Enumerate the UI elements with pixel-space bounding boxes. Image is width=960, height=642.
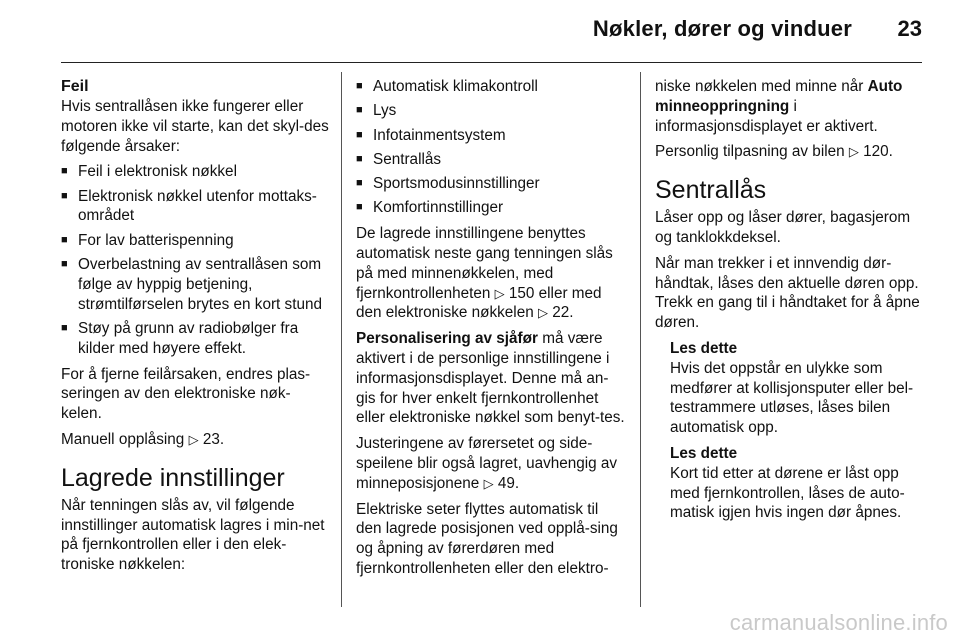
list-item: ■ Komfortinnstillinger bbox=[356, 199, 504, 217]
list-item: ■ Støy på grunn av radiobølger fra kilder med høyere effekt. bbox=[61, 319, 299, 357]
list-item: ■ Feil i elektronisk nøkkel bbox=[61, 163, 237, 181]
manual-unlock-ref: Manuell opplåsing ▷ 23. bbox=[61, 430, 225, 448]
list-item: ■ Overbelastning av sentrallåsen som følge av hyppig betjening, strømtilførselen brytes en kort stund bbox=[61, 256, 322, 313]
list-item: ■ Automatisk klimakontroll bbox=[356, 78, 538, 95]
page-link[interactable]: 49. bbox=[497, 474, 520, 492]
square-bullet-icon: ■ bbox=[61, 233, 68, 246]
list-item: ■ Lys bbox=[356, 102, 397, 120]
stored-paragraph: De lagrede innstillingene benyttes automatisk neste gang tenningen slås på med minnenøkkelen, med fjernkontrollenheten ▷ 150 eller med den elektroniske nøkkelen ▷ 22. bbox=[356, 225, 613, 322]
header-divider bbox=[61, 62, 922, 63]
feil-heading: Feil bbox=[61, 78, 89, 95]
column-3 bbox=[655, 77, 921, 529]
column-divider-right bbox=[640, 72, 641, 607]
page-link[interactable]: 120. bbox=[863, 143, 893, 161]
page-reference-arrow-icon: ▷ bbox=[188, 431, 199, 447]
lagrede-intro: Når tenningen slås av, vil følgende innstillinger automatisk lagres i min-net på fjernkontrollen eller i den elek-troniske nøkkelen: bbox=[61, 496, 325, 574]
lagrede-heading: Lagrede innstillinger bbox=[61, 463, 285, 492]
square-bullet-icon: ■ bbox=[61, 165, 68, 178]
seats-paragraph: Elektriske seter flyttes automatisk til den lagrede posisjonen ved opplå-sing og åpning av førerdøren med fjernkontrollenheten eller den elektro- bbox=[356, 500, 618, 578]
settings-list bbox=[356, 77, 628, 218]
note-text: Kort tid etter at dørene er låst opp med fjernkontrollen, låses de auto-matisk igjen hvis ingen dør åpnes. bbox=[670, 464, 905, 522]
section-title: Nøkler, dører og vinduer bbox=[592, 16, 852, 41]
feil-intro: Hvis sentrallåsen ikke fungerer eller motoren ikke vil starte, kan det skyl-des følgende årsaker: bbox=[61, 98, 329, 155]
square-bullet-icon: ■ bbox=[61, 189, 68, 202]
square-bullet-icon: ■ bbox=[356, 152, 363, 165]
note-text: Hvis det oppstår en ulykke som medfører at kollisjonsputer eller bel-testrammere utløses, låses bilen automatisk opp. bbox=[670, 359, 914, 437]
causes-list bbox=[61, 162, 329, 358]
list-item: ■ Sentrallås bbox=[356, 150, 442, 168]
square-bullet-icon: ■ bbox=[61, 258, 68, 271]
list-item: ■ For lav batterispenning bbox=[61, 231, 234, 249]
continued-paragraph: niske nøkkelen med minne når Auto minneoppringning i informasjonsdisplayet er aktivert. bbox=[655, 78, 903, 135]
sentral-paragraph: Når man trekker i et innvendig dør-håndtak, låses den aktuelle døren opp. Trekk en gang til i håndtaket for å åpne døren. bbox=[655, 254, 920, 332]
square-bullet-icon: ■ bbox=[61, 321, 68, 334]
personalization-paragraph: Personalisering av sjåfør må være aktivert i de personlige innstillingene i informasjonsdisplayet. Denne må an-gis for hver enkelt fjernkontrollenhet eller elektroniske nøkkel som benyt-tes. bbox=[356, 330, 625, 427]
adjust-paragraph: Justeringene av førersetet og side-speilene blir også lagret, uavhengig av minneposisjonene ▷ 49. bbox=[356, 435, 618, 492]
square-bullet-icon: ■ bbox=[356, 201, 363, 214]
page-number: 23 bbox=[897, 16, 922, 41]
column-divider-left bbox=[341, 72, 342, 607]
page-link[interactable]: 22. bbox=[552, 304, 574, 322]
page-link[interactable]: 23. bbox=[202, 430, 225, 448]
list-item: ■ Sportsmodusinnstillinger bbox=[356, 175, 540, 193]
square-bullet-icon: ■ bbox=[356, 128, 363, 141]
square-bullet-icon: ■ bbox=[356, 177, 363, 190]
list-item: ■ Elektronisk nøkkel utenfor mottaks-området bbox=[61, 187, 317, 225]
sentrallas-heading: Sentrallås bbox=[655, 176, 767, 205]
page-reference-arrow-icon: ▷ bbox=[483, 475, 494, 491]
page-reference-arrow-icon: ▷ bbox=[494, 285, 505, 301]
list-item: ■ Infotainmentsystem bbox=[356, 126, 506, 144]
note-box bbox=[655, 339, 921, 438]
note-box bbox=[655, 444, 921, 523]
watermark: carmanualsonline.info bbox=[729, 610, 948, 635]
sentral-intro: Låser opp og låser dører, bagasjerom og tanklokkdeksel. bbox=[655, 209, 911, 246]
personal-ref: Personlig tilpasning av bilen ▷ 120. bbox=[655, 143, 893, 161]
page-reference-arrow-icon: ▷ bbox=[848, 144, 859, 160]
note-title: Les dette bbox=[670, 444, 738, 462]
square-bullet-icon: ■ bbox=[356, 104, 363, 117]
square-bullet-icon: ■ bbox=[356, 80, 363, 92]
note-title: Les dette bbox=[670, 339, 738, 357]
fix-paragraph: For å fjerne feilårsaken, endres plas-seringen av den elektroniske nøk-kelen. bbox=[61, 365, 311, 423]
page-reference-arrow-icon: ▷ bbox=[537, 305, 548, 321]
column-1 bbox=[61, 77, 329, 581]
column-2 bbox=[356, 77, 628, 585]
